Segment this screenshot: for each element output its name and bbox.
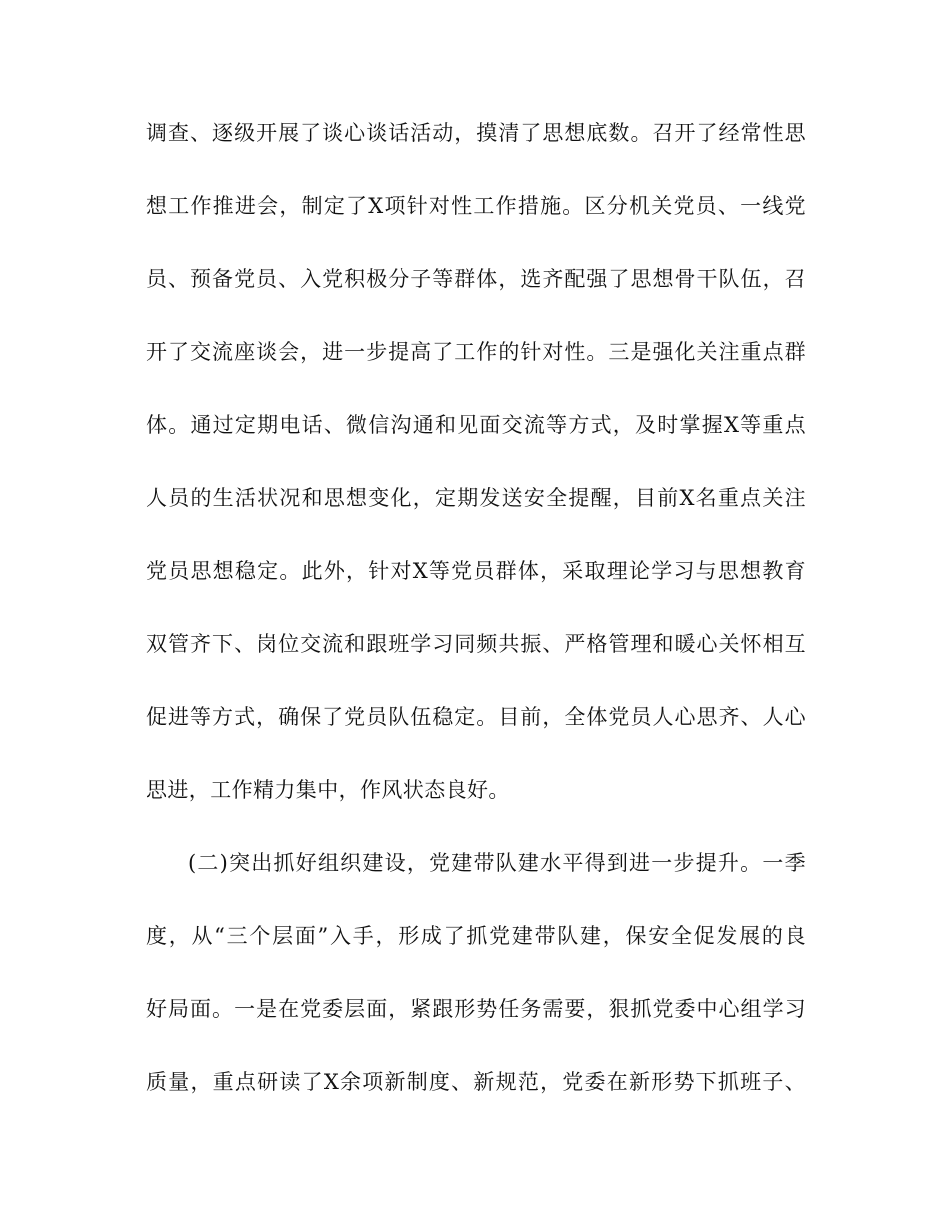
text-line: 好局面。一是在党委层面，紧跟形势任务需要，狠抓党委中心组学习 [146,997,806,1021]
text-line: 体。通过定期电话、微信沟通和见面交流等方式，及时掌握X等重点 [146,413,806,437]
text-line: 质量，重点研读了X余项新制度、新规范，党委在新形势下抓班子、 [146,1070,806,1094]
text-line: 调查、逐级开展了谈心谈话活动，摸清了思想底数。召开了经常性思 [146,121,806,145]
text-line: 思进，工作精力集中，作风状态良好。 [146,778,510,802]
text-line: 员、预备党员、入党积极分子等群体，选齐配强了思想骨干队伍，召 [146,267,806,291]
text-line: 党员思想稳定。此外，针对X等党员群体，采取理论学习与思想教育 [146,559,806,583]
text-line: 想工作推进会，制定了X项针对性工作措施。区分机关党员、一线党 [146,194,806,218]
text-line: 人员的生活状况和思想变化，定期发送安全提醒，目前X名重点关注 [146,486,806,510]
text-line: 开了交流座谈会，进一步提高了工作的针对性。三是强化关注重点群 [146,340,806,364]
text-line: 度，从“三个层面”入手，形成了抓党建带队建，保安全促发展的良 [146,924,806,948]
text-line: 双管齐下、岗位交流和跟班学习同频共振、严格管理和暖心关怀相互 [146,632,806,656]
text-line: 促进等方式，确保了党员队伍稳定。目前，全体党员人心思齐、人心 [146,705,806,729]
paragraph-heading-line: (二)突出抓好组织建设，党建带队建水平得到进一步提升。一季 [188,851,806,875]
